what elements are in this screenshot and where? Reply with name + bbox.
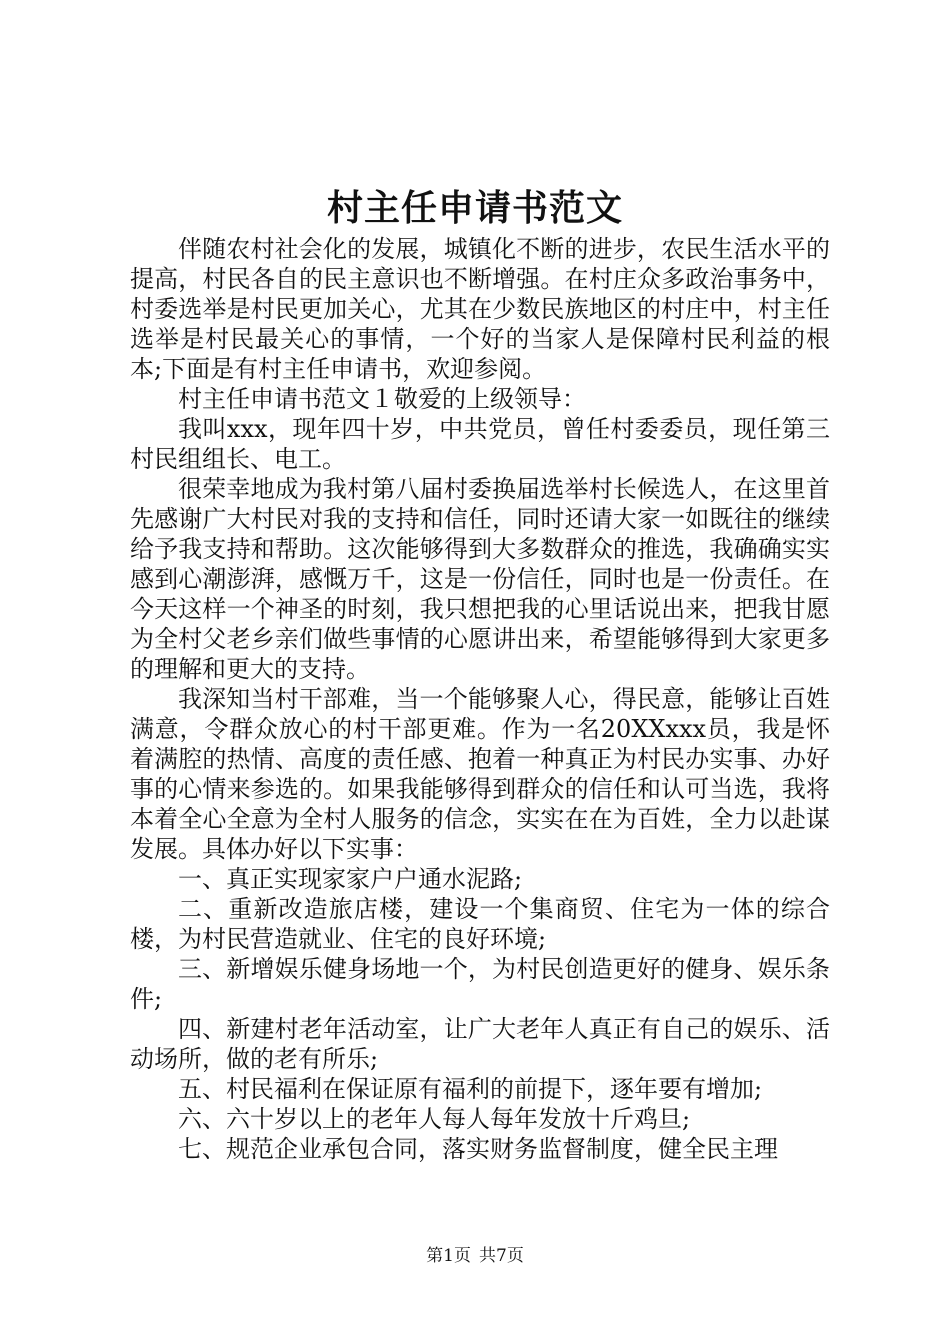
paragraph-gratitude: 很荣幸地成为我村第八届村委换届选举村长候选人，在这里首先感谢广大村民对我的支持和信任，同时还请大家一如既往的继续给予我支持和帮助。这次能够得到大多数群众的推选，我确确实实感到心潮澎湃，感慨万千，这是一份信任，同时也是一份责任。在今天这样一个神圣的时刻，我只想把我的心里话说出来，把我甘愿为全村父老乡亲们做些事情的心愿讲出来，希望能够得到大家更多的理解和更大的支持。 <box>130 475 830 683</box>
list-item-1: 一、真正实现家家户户通水泥路; <box>178 865 523 893</box>
document-body <box>130 234 830 1164</box>
paragraph-sample-heading: 村主任申请书范文１敬爱的上级领导： <box>178 385 586 413</box>
list-item-3: 三、新增娱乐健身场地一个，为村民创造更好的健身、娱乐条件; <box>130 955 830 1013</box>
list-item-6: 六、六十岁以上的老年人每人每年发放十斤鸡旦; <box>178 1105 691 1133</box>
paragraph-commitment: 我深知当村干部难，当一个能够聚人心，得民意，能够让百姓满意，令群众放心的村干部更难。作为一名20XXxxx员，我是怀着满腔的热情、高度的责任感、抱着一种真正为村民办实事、办好事的心情来参选的。如果我能够得到群众的信任和认可当选，我将本着全心全意为全村人服务的信念，实实在在为百姓，全力以赴谋发展。具体办好以下实事： <box>130 685 830 863</box>
list-item-2: 二、重新改造旅店楼，建设一个集商贸、住宅为一体的综合楼，为村民营造就业、住宅的良好环境; <box>130 895 830 953</box>
paragraph-self-introduction: 我叫xxx，现年四十岁，中共党员，曾任村委委员，现任第三村民组组长、电工。 <box>130 415 830 473</box>
paragraph-intro: 伴随农村社会化的发展，城镇化不断的进步，农民生活水平的提高，村民各自的民主意识也不断增强。在村庄众多政治事务中，村委选举是村民更加关心，尤其在少数民族地区的村庄中，村主任选举是村民最关心的事情，一个好的当家人是保障村民利益的根本;下面是有村主任申请书，欢迎参阅。 <box>130 235 830 383</box>
page-footer <box>0 1244 950 1268</box>
list-item-5: 五、村民福利在保证原有福利的前提下，逐年要有增加; <box>178 1075 763 1103</box>
list-item-7: 七、规范企业承包合同，落实财务监督制度，健全民主理 <box>178 1135 778 1163</box>
document-title: 村主任申请书范文 <box>326 187 623 229</box>
list-item-4: 四、新建村老年活动室，让广大老年人真正有自己的娱乐、活动场所，做的老有所乐; <box>130 1015 830 1073</box>
page-total: 共7页 <box>479 1246 524 1266</box>
page-number: 第1页 <box>426 1246 471 1266</box>
